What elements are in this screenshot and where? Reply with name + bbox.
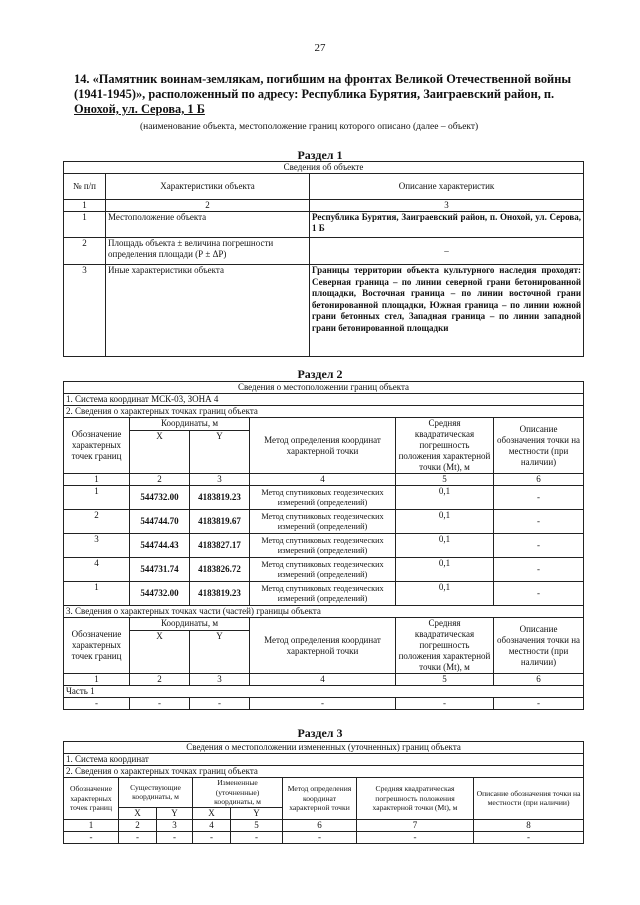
col-note: Описание обозначения точки на местности (при наличии) [474,778,584,820]
col-designation: Обозначение характерных точек границ [64,418,130,474]
row-description: Границы территории объекта культурного наследия проходят: Северная граница – по линии северной грани бетонированной площадки, Восточная граница – по линии восточной грани бетонированной площадки, Южная граница – по линии южной грани бетонных стел, Западная граница – по линии западной грани бетонированной площадки [310,265,584,357]
col-x: X [130,430,190,473]
row-cell: - [119,831,157,843]
col-designation: Обозначение характерных точек границ [64,778,119,820]
point-number: 3 [64,534,130,558]
section1-header: Сведения об объекте [64,162,584,174]
point-x: 544732.00 [130,486,190,510]
point-method: Метод спутниковых геодезических измерений (определений) [250,486,396,510]
coord-system: 1. Система координат [64,754,584,766]
idx-cell: 1 [64,474,130,486]
idx-cell: 4 [250,674,396,686]
idx-cell: 6 [283,819,357,831]
idx-cell: 5 [396,474,494,486]
point-method: Метод спутниковых геодезических измерений (определений) [250,534,396,558]
col-coords: Координаты, м [130,418,250,431]
point-x: 544744.70 [130,510,190,534]
col-no: № п/п [64,174,106,200]
point-error: 0,1 [396,558,494,582]
idx-cell: 6 [494,674,584,686]
part-title: 3. Сведения о характерных точках части (частей) границы объекта [64,606,584,618]
row-cell: - [157,831,193,843]
table-row [64,486,584,510]
col-error: Средняя квадратическая погрешность положения характерной точки (Мt), м [396,418,494,474]
idx-cell: 5 [231,819,283,831]
row-no: 1 [64,212,106,238]
title-line-3: Онохой, ул. Серова, 1 Б [74,102,205,116]
title-line-2: (1941-1945)», расположенный по адресу: Республика Бурятия, Заиграевский район, п. [74,87,555,101]
point-note: - [494,558,584,582]
part-cell: - [130,698,190,710]
point-y: 4183819.67 [190,510,250,534]
title-line-1: 14. «Памятник воинам-землякам, погибшим на фронтах Великой Отечественной войны [74,72,572,86]
object-title [74,72,586,117]
col-y: Y [157,807,193,819]
point-error: 0,1 [396,486,494,510]
row-cell: - [283,831,357,843]
col-x: X [193,807,231,819]
point-error: 0,1 [396,510,494,534]
section2-table [63,381,584,710]
row-cell: - [231,831,283,843]
idx-cell: 4 [250,474,396,486]
idx-cell: 2 [130,674,190,686]
idx-cell: 1 [64,674,130,686]
section3-heading: Раздел 3 [297,726,343,740]
part-col-method: Метод определения координат характерной точки [250,618,396,674]
idx-cell: 8 [474,819,584,831]
section2-heading: Раздел 2 [297,367,343,381]
coord-system: 1. Система координат МСК-03, ЗОНА 4 [64,394,584,406]
section1-table [63,161,584,357]
part-col-note: Описание обозначения точки на местности (при наличии) [494,618,584,674]
col-characteristics: Характеристики объекта [106,174,310,200]
part-col-coords: Координаты, м [130,618,250,631]
table-row [64,558,584,582]
col-y: Y [190,430,250,473]
point-x: 544731.74 [130,558,190,582]
idx-cell: 2 [119,819,157,831]
point-y: 4183826.72 [190,558,250,582]
part-col-y: Y [190,630,250,673]
idx-cell: 1 [64,819,119,831]
idx-cell: 3 [190,674,250,686]
row-characteristic: Иные характеристики объекта [106,265,310,357]
part-cell: - [250,698,396,710]
idx-cell: 3 [157,819,193,831]
point-x: 544744.43 [130,534,190,558]
col-existing: Существующие координаты, м [119,778,193,808]
col-description: Описание характеристик [310,174,584,200]
part-col-x: X [130,630,190,673]
col-method: Метод определения координат характерной точки [250,418,396,474]
point-number: 1 [64,486,130,510]
table-row [64,265,584,357]
table-row [64,510,584,534]
row-description: – [310,238,584,265]
point-number: 2 [64,510,130,534]
idx-cell: 2 [106,200,310,212]
part-cell: - [64,698,130,710]
point-method: Метод спутниковых геодезических измерений (определений) [250,558,396,582]
point-note: - [494,510,584,534]
col-x: X [119,807,157,819]
section2-header: Сведения о местоположении границ объекта [64,382,584,394]
point-x: 544732.00 [130,582,190,606]
point-number: 1 [64,582,130,606]
idx-cell: 1 [64,200,106,212]
part-col-designation: Обозначение характерных точек границ [64,618,130,674]
row-cell: - [357,831,474,843]
table-row [64,212,584,238]
part-col-error: Средняя квадратическая погрешность положения характерной точки (Мt), м [396,618,494,674]
row-no: 2 [64,238,106,265]
idx-cell: 5 [396,674,494,686]
table-row [64,698,584,710]
row-no: 3 [64,265,106,357]
idx-cell: 4 [193,819,231,831]
point-note: - [494,486,584,510]
row-description: Республика Бурятия, Заиграевский район, п. Онохой, ул. Серова, 1 Б [310,212,584,238]
point-method: Метод спутниковых геодезических измерений (определений) [250,510,396,534]
section3-header: Сведения о местоположении измененных (уточненных) границ объекта [64,742,584,754]
idx-cell: 6 [494,474,584,486]
col-changed: Измененные (уточненные) координаты, м [193,778,283,808]
col-method: Метод определения координат характерной точки [283,778,357,820]
points-title: 2. Сведения о характерных точках границ объекта [64,766,584,778]
points-title: 2. Сведения о характерных точках границ объекта [64,406,584,418]
point-y: 4183819.23 [190,582,250,606]
section1-heading: Раздел 1 [297,148,343,162]
point-y: 4183827.17 [190,534,250,558]
point-note: - [494,534,584,558]
point-number: 4 [64,558,130,582]
page-number: 27 [314,42,326,54]
idx-cell: 7 [357,819,474,831]
section3-table [63,741,584,844]
point-error: 0,1 [396,534,494,558]
row-characteristic: Местоположение объекта [106,212,310,238]
table-row [64,534,584,558]
part-label: Часть 1 [64,686,584,698]
point-error: 0,1 [396,582,494,606]
part-cell: - [494,698,584,710]
point-note: - [494,582,584,606]
point-y: 4183819.23 [190,486,250,510]
idx-cell: 2 [130,474,190,486]
idx-cell: 3 [190,474,250,486]
row-characteristic: Площадь объекта ± величина погрешности определения площади (Р ± ΔР) [106,238,310,265]
row-cell: - [193,831,231,843]
row-cell: - [64,831,119,843]
col-y: Y [231,807,283,819]
table-row [64,238,584,265]
title-caption: (наименование объекта, местоположение границ которого описано (далее – объект) [140,122,479,132]
table-row [64,831,584,843]
row-cell: - [474,831,584,843]
part-cell: - [190,698,250,710]
part-cell: - [396,698,494,710]
table-row [64,582,584,606]
point-method: Метод спутниковых геодезических измерений (определений) [250,582,396,606]
idx-cell: 3 [310,200,584,212]
col-note: Описание обозначения точки на местности (при наличии) [494,418,584,474]
col-error: Средняя квадратическая погрешность положения характерной точки (Мt), м [357,778,474,820]
